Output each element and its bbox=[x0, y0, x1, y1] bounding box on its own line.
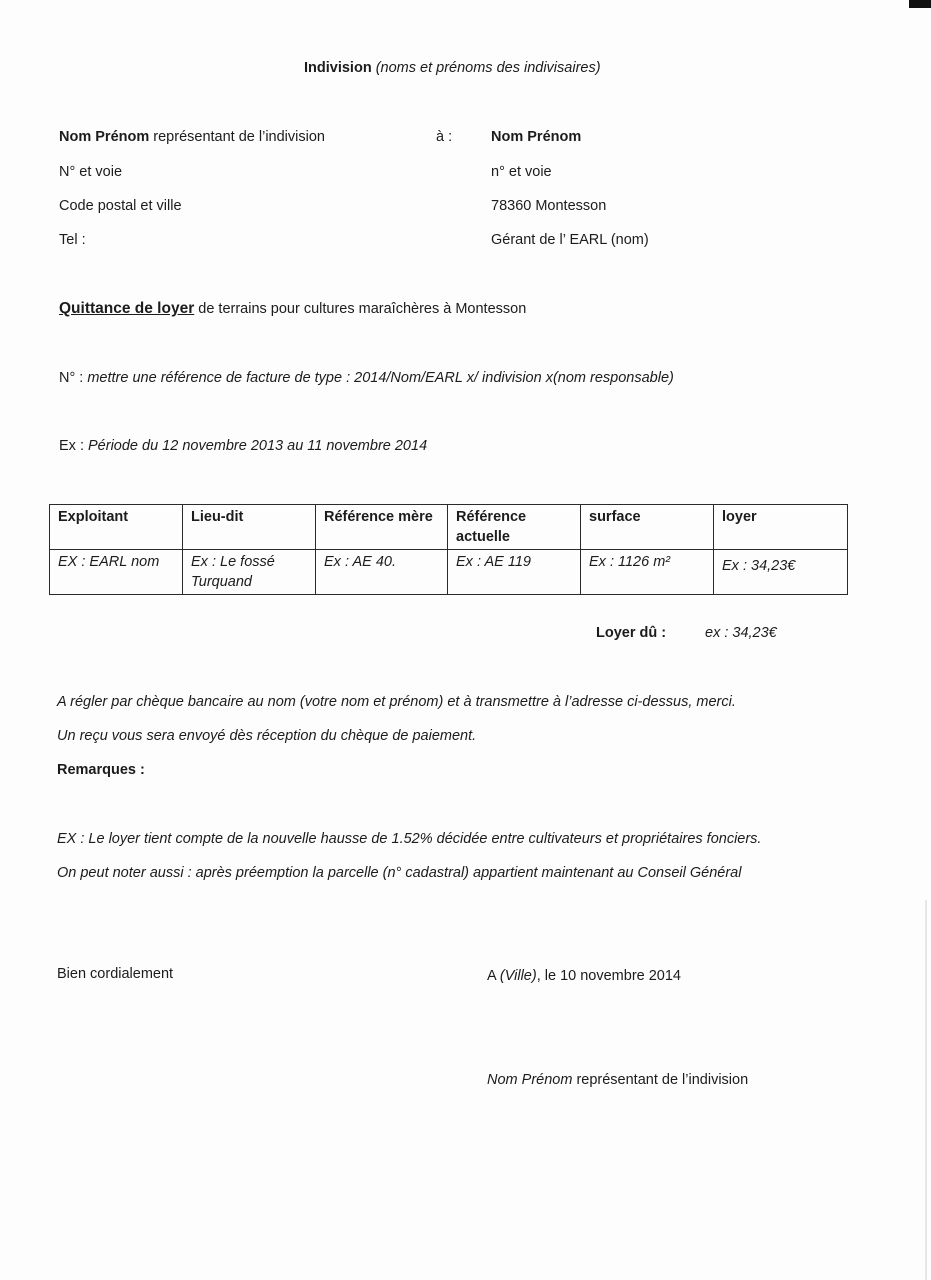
sender-tel: Tel : bbox=[59, 232, 86, 248]
reference-label: N° : bbox=[59, 370, 84, 386]
cell-surface: Ex : 1126 m² bbox=[581, 550, 714, 595]
cell-reference-mere: Ex : AE 40. bbox=[316, 550, 448, 595]
remarks-label: Remarques : bbox=[57, 762, 145, 778]
subject-title: Quittance de loyer bbox=[59, 300, 195, 317]
recipient-role: Gérant de l’ EARL (nom) bbox=[491, 232, 649, 248]
reference-text: mettre une référence de facture de type : 2014/Nom/EARL x/ indivision x(nom responsable) bbox=[83, 370, 674, 386]
document-header bbox=[304, 60, 601, 76]
to-label: à : bbox=[436, 129, 453, 145]
header-lieu-dit: Lieu-dit bbox=[183, 505, 316, 550]
place-city: (Ville) bbox=[499, 968, 537, 984]
sender-name-bold: Nom Prénom bbox=[59, 129, 150, 145]
scan-edge bbox=[925, 900, 927, 1280]
cell-reference-actuelle: Ex : AE 119 bbox=[448, 550, 581, 595]
sender-city: Code postal et ville bbox=[59, 198, 182, 214]
sender-name-role: représentant de l’indivision bbox=[149, 129, 325, 145]
cell-loyer: Ex : 34,23€ bbox=[714, 550, 848, 595]
due-value: ex : 34,23€ bbox=[705, 625, 777, 641]
sender-street: N° et voie bbox=[59, 164, 123, 180]
header-exploitant: Exploitant bbox=[50, 505, 183, 550]
header-surface: surface bbox=[581, 505, 714, 550]
header-reference-mere: Référence mère bbox=[316, 505, 448, 550]
recipient-name: Nom Prénom bbox=[491, 129, 582, 145]
recipient-city: 78360 Montesson bbox=[491, 198, 607, 214]
scan-mark bbox=[909, 0, 931, 8]
reference-line bbox=[59, 370, 674, 386]
place-date-text: , le 10 novembre 2014 bbox=[536, 968, 681, 984]
recipient-street: n° et voie bbox=[491, 164, 552, 180]
payment-instructions: A régler par chèque bancaire au nom (votre nom et prénom) et à transmettre à l’adresse ci-dessus, merci. bbox=[57, 694, 736, 710]
cell-exploitant: EX : EARL nom bbox=[50, 550, 183, 595]
header-title: Indivision bbox=[304, 60, 372, 76]
remark-preemption: On peut noter aussi : après préemption la parcelle (n° cadastral) appartient maintenant au Conseil Général bbox=[57, 865, 742, 881]
place-prefix: A bbox=[487, 968, 500, 984]
header-loyer: loyer bbox=[714, 505, 848, 550]
period-line bbox=[59, 438, 427, 454]
period-text: Période du 12 novembre 2013 au 11 novembre 2014 bbox=[83, 438, 428, 454]
header-reference-actuelle: Référence actuelle bbox=[448, 505, 581, 550]
period-label: Ex : bbox=[59, 438, 84, 454]
payment-receipt: Un reçu vous sera envoyé dès réception du chèque de paiement. bbox=[57, 728, 477, 744]
table-row bbox=[50, 550, 848, 595]
due-label: Loyer dû : bbox=[596, 625, 667, 641]
signature-name: Nom Prénom bbox=[487, 1072, 573, 1088]
table-header-row bbox=[50, 505, 848, 550]
subject-rest: de terrains pour cultures maraîchères à Montesson bbox=[194, 301, 527, 317]
signature-line bbox=[487, 1072, 748, 1088]
closing-greeting: Bien cordialement bbox=[57, 966, 174, 982]
cell-lieu-dit: Ex : Le fossé Turquand bbox=[183, 550, 316, 595]
sender-name bbox=[59, 129, 325, 145]
parcel-table bbox=[49, 504, 848, 595]
place-date bbox=[487, 968, 681, 984]
subject-line bbox=[59, 300, 526, 318]
header-subtitle: (noms et prénoms des indivisaires) bbox=[375, 60, 601, 76]
signature-role: représentant de l’indivision bbox=[572, 1072, 749, 1088]
remark-rent-increase: EX : Le loyer tient compte de la nouvelle hausse de 1.52% décidée entre cultivateurs et propriétaires fonciers. bbox=[57, 831, 762, 847]
